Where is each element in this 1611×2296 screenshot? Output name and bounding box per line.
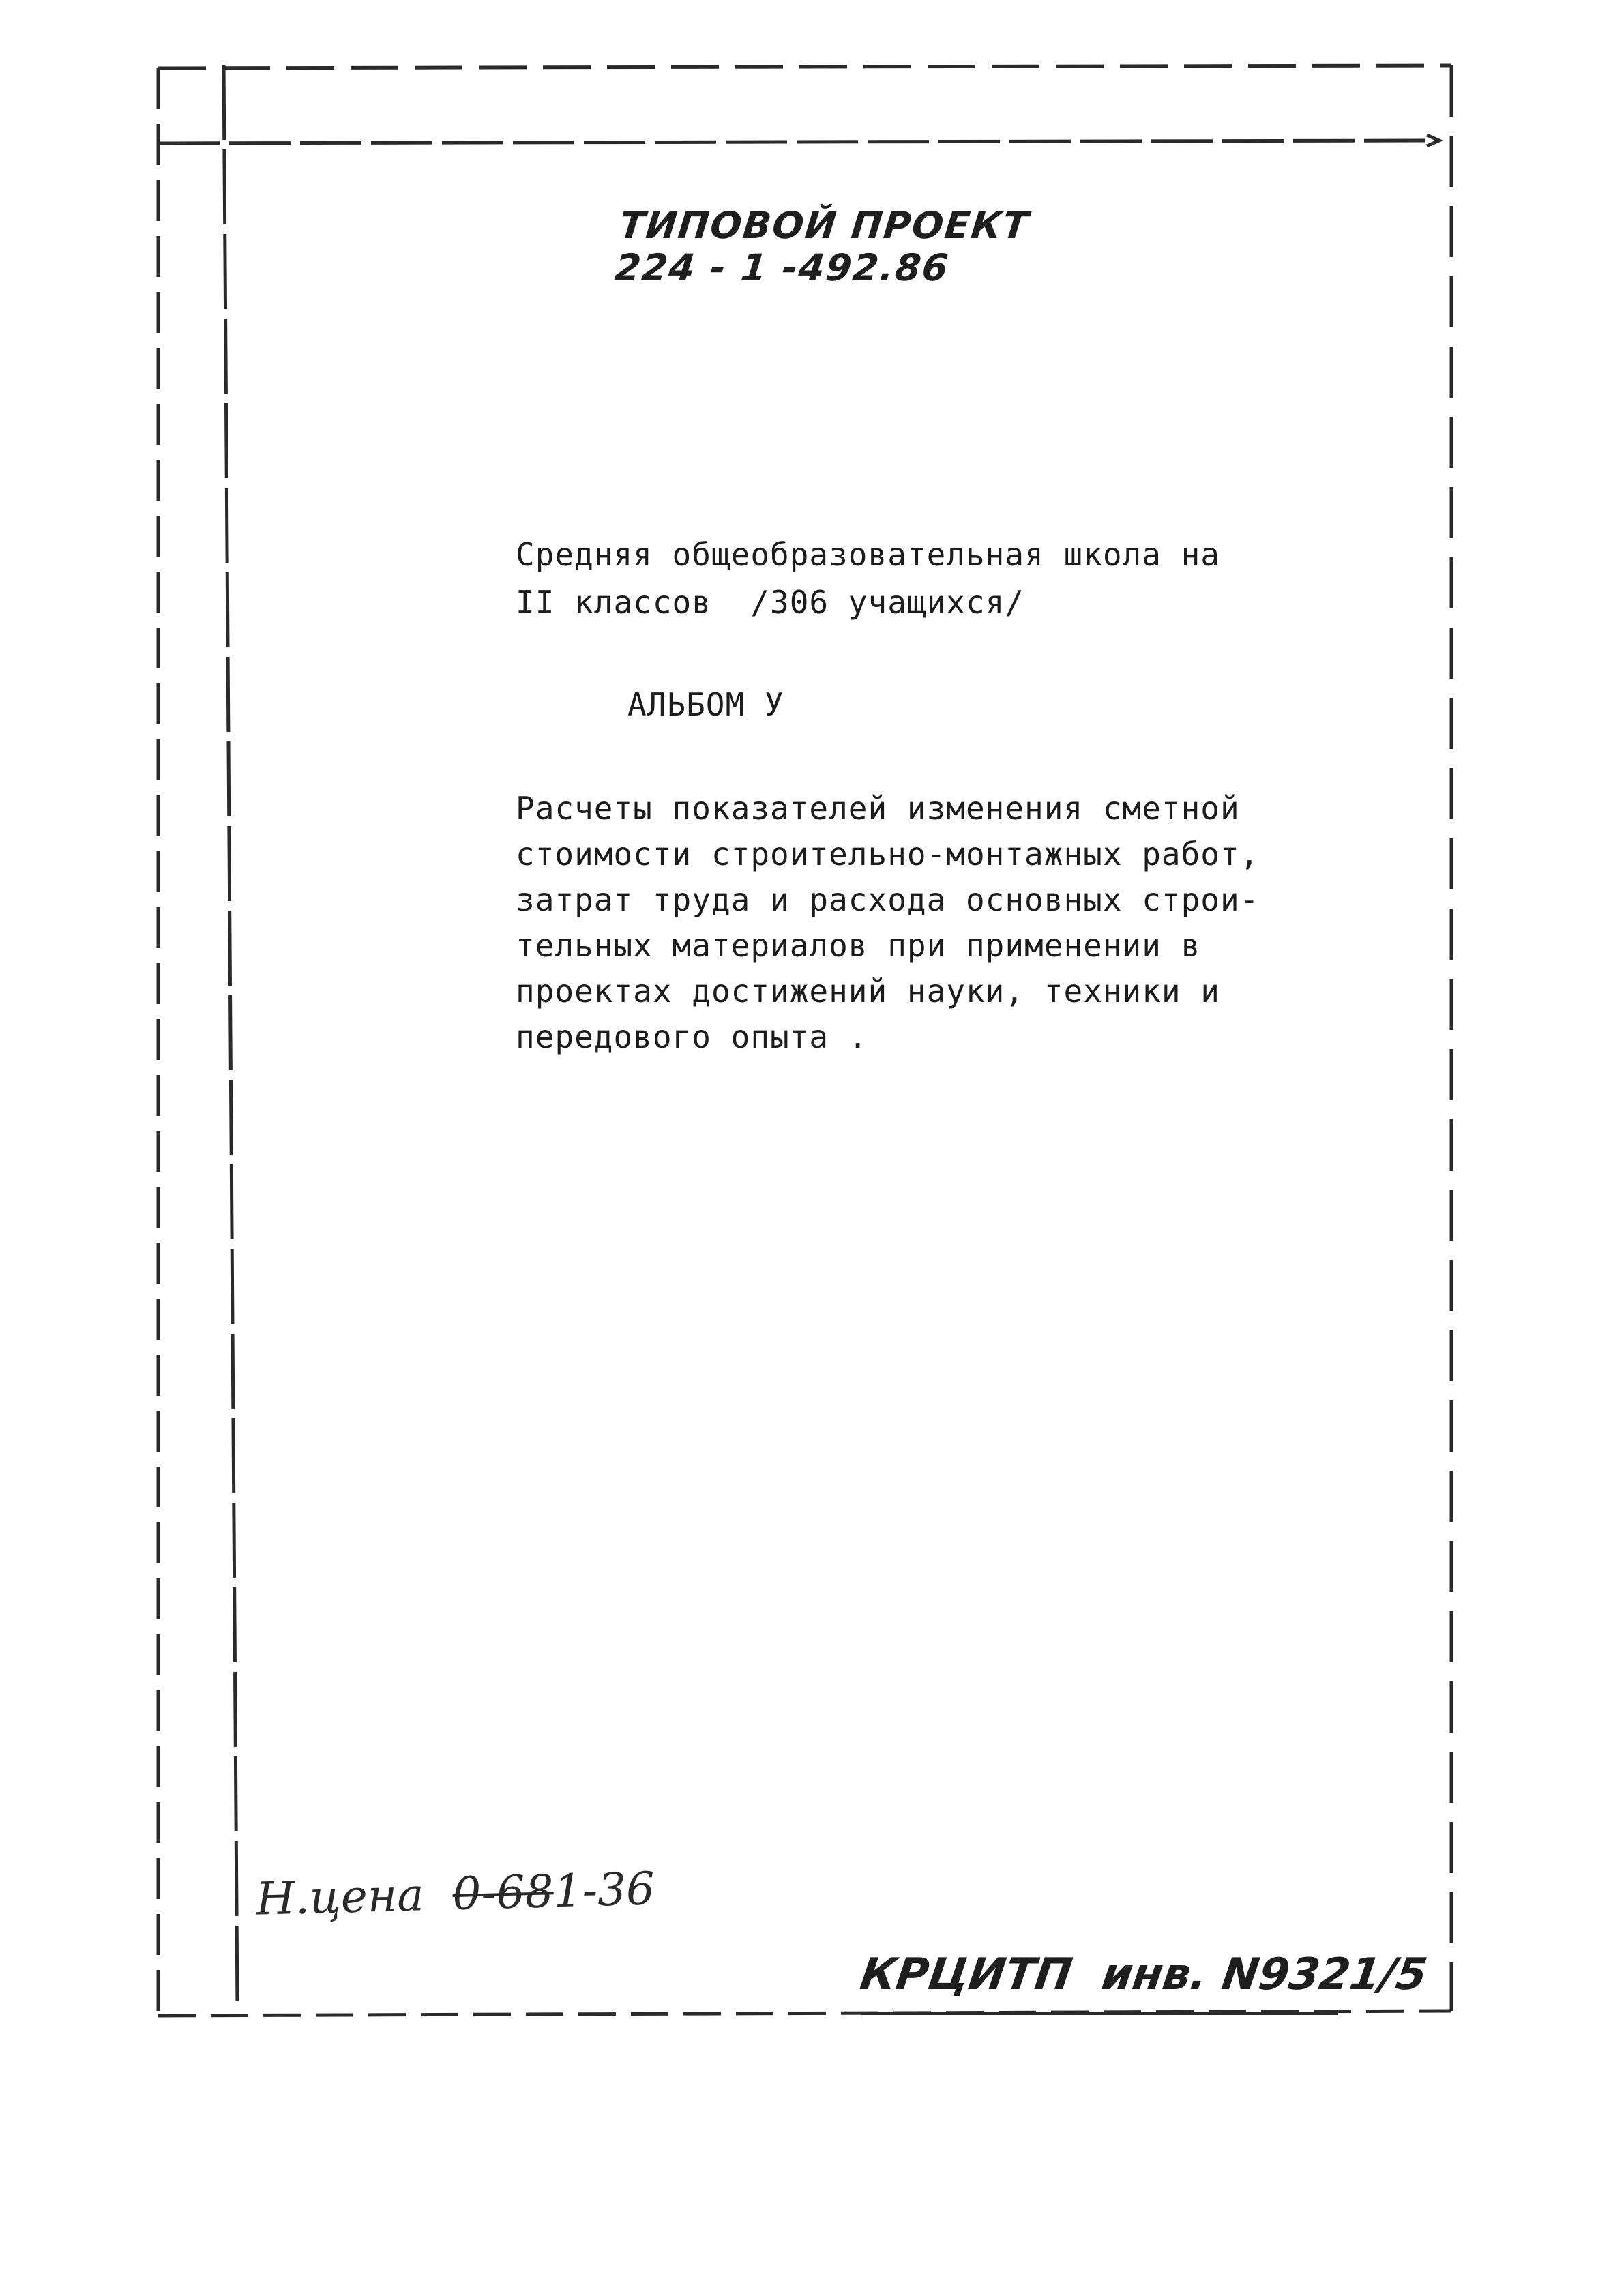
description-line: тельных материалов при применении в — [516, 927, 1201, 964]
project-stamp-line2: 224 - 1 -492.86 — [612, 246, 952, 289]
frame-top — [158, 65, 1451, 68]
inventory-org: КРЦИТП — [857, 1949, 1076, 2000]
inventory-underline — [861, 2012, 1338, 2015]
description-line: стоимости строительно-монтажных работ, — [516, 836, 1260, 872]
document-title — [516, 531, 1220, 626]
frame-top-inner — [158, 141, 1432, 143]
handwritten-price — [255, 1862, 655, 1925]
frame-left-inner — [224, 65, 237, 2009]
description-line: Расчеты показателей изменения сметной — [516, 790, 1240, 827]
inventory-stamp — [857, 1949, 1430, 2000]
price-label: Н.цена — [255, 1868, 425, 1926]
project-stamp-line1: ТИПОВОЙ ПРОЕКТ — [617, 204, 1032, 247]
frame-top-arrow — [1427, 135, 1439, 146]
document-description — [516, 786, 1259, 1060]
inventory-number: N9321/5 — [1218, 1949, 1430, 2000]
description-line: затрат труда и расхода основных строи- — [516, 881, 1260, 918]
price-struck-value: 0-68 — [452, 1865, 555, 1921]
inventory-label: инв. — [1098, 1949, 1211, 2000]
project-stamp — [612, 205, 1031, 289]
album-label: АЛЬБОМ У — [627, 686, 784, 723]
title-line: Средняя общеобразовательная школа на — [516, 536, 1220, 573]
price-value: 1-36 — [552, 1862, 655, 1918]
description-line: проектах достижений науки, техники и — [516, 973, 1220, 1010]
title-line: II классов /306 учащихся/ — [516, 584, 1025, 621]
description-line: передового опыта . — [516, 1018, 868, 1055]
